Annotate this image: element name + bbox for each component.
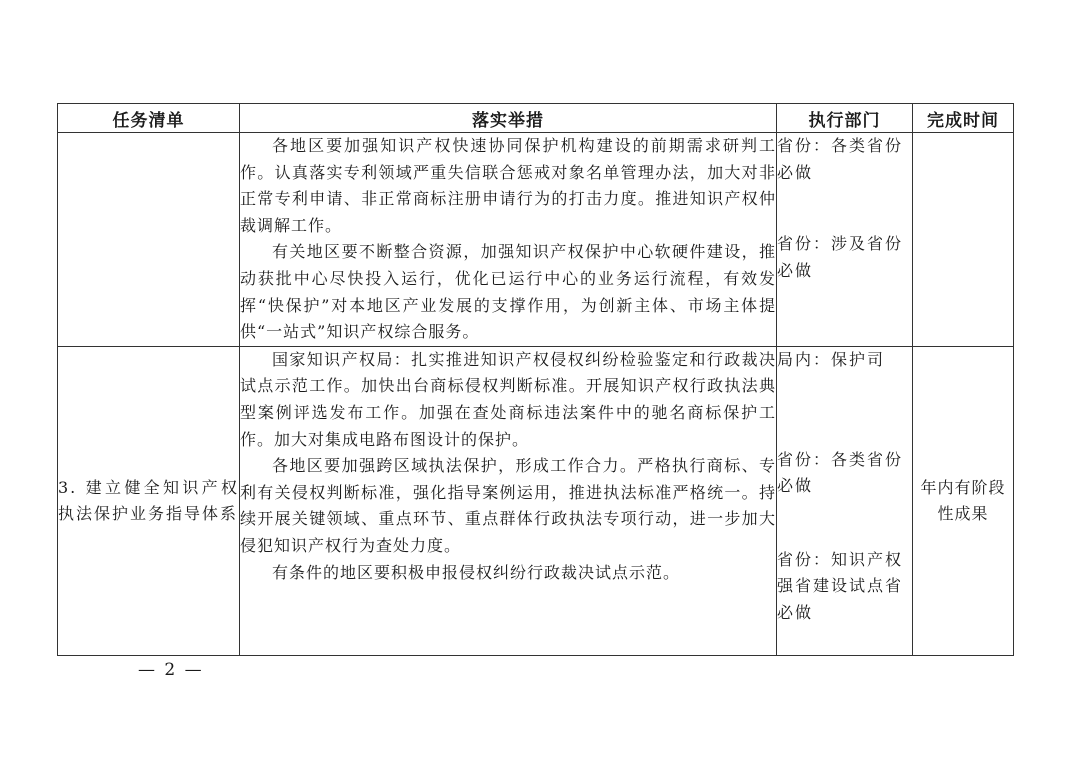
task-cell bbox=[58, 346, 240, 655]
department-entry: 省份：各类省份必做 bbox=[777, 136, 904, 182]
header-task: 任务清单 bbox=[58, 104, 240, 133]
time-cell bbox=[913, 346, 1014, 655]
table-header-row bbox=[58, 104, 1014, 133]
page-number: — 2 — bbox=[138, 660, 204, 680]
measures-cell bbox=[240, 346, 777, 655]
department-entry: 省份：各类省份必做 bbox=[777, 449, 904, 496]
task-table bbox=[57, 103, 1014, 656]
task-cell bbox=[58, 133, 240, 347]
department-cell bbox=[777, 346, 913, 655]
measures-cell bbox=[240, 133, 777, 347]
department-entry: 省份：知识产权强省建设试点省必做 bbox=[777, 549, 904, 622]
measure-paragraph: 国家知识产权局：扎实推进知识产权侵权纠纷检验鉴定和行政裁决试点示范工作。加快出台商标侵权判断标准。开展知识产权行政执法典型案例评选发布工作。加强在查处商标违法案件中的驰名商标保护工作。加大对集成电路布图设计的保护。 bbox=[240, 349, 776, 449]
task-text: 3. 建立健全知识产权执法保护业务指导体系 bbox=[58, 477, 239, 523]
header-time: 完成时间 bbox=[913, 104, 1014, 133]
header-department: 执行部门 bbox=[777, 104, 913, 133]
department-entry: 省份：涉及省份必做 bbox=[777, 234, 904, 280]
time-cell bbox=[913, 133, 1014, 347]
time-text: 年内有阶段性成果 bbox=[920, 477, 1006, 523]
department-entry: 局内：保护司 bbox=[777, 349, 886, 369]
department-cell bbox=[777, 133, 913, 347]
measure-paragraph: 各地区要加强跨区域执法保护，形成工作合力。严格执行商标、专利有关侵权判断标准，强化指导案例运用，推进执法标准严格统一。持续开展关键领域、重点环节、重点群体行政执法专项行动，进一步加大侵犯知识产权行为查处力度。 bbox=[240, 456, 776, 555]
measure-paragraph: 各地区要加强知识产权快速协同保护机构建设的前期需求研判工作。认真落实专利领域严重失信联合惩戒对象名单管理办法，加大对非正常专利申请、非正常商标注册申请行为的打击力度。推进知识产权仲裁调解工作。 bbox=[240, 136, 776, 235]
measure-paragraph: 有条件的地区要积极申报侵权纠纷行政裁决试点示范。 bbox=[272, 562, 681, 582]
header-measures: 落实举措 bbox=[240, 104, 777, 133]
table-row bbox=[58, 133, 1014, 347]
measure-paragraph: 有关地区要不断整合资源，加强知识产权保护中心软硬件建设，推动获批中心尽快投入运行，优化已运行中心的业务运行流程，有效发挥“快保护”对本地区产业发展的支撑作用，为创新主体、市场主体提供“一站式”知识产权综合服务。 bbox=[240, 242, 776, 342]
table-row bbox=[58, 346, 1014, 655]
